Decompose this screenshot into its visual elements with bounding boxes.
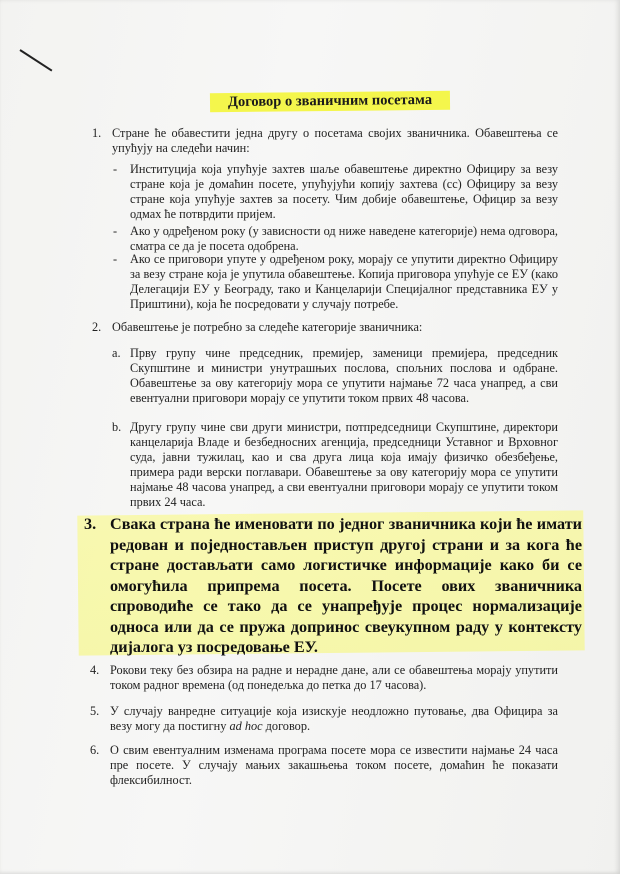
section-text: Стране ће обавестити једна другу о посетама својих званичника. Обавештења се упућују на следећи начин:	[112, 126, 558, 155]
item-label: a.	[112, 346, 121, 360]
section-number: 3.	[84, 515, 97, 533]
section-text-part: У случају ванредне ситуације која изискује неодложно путовање, два Официра за везу могу да постигну	[110, 704, 558, 733]
bullet-dash: -	[113, 252, 118, 266]
section-number: 5.	[90, 704, 100, 718]
section-number: 1.	[92, 126, 102, 140]
section-text-italic: ad hoc	[229, 719, 263, 733]
bullet-dash: -	[113, 224, 118, 238]
section-text	[110, 704, 558, 734]
section-text: Рокови теку без обзира на радне и нерадне дане, али се обавештења морају упутити током радног времена (од понедељка до петка до 17 часова).	[110, 663, 558, 692]
item-text: Прву групу чине председник, премијер, заменици премијера, председник Скупштине и министри унутрашњих послова, спољних послова и одбране. Обавештење за ову категорију мора се упутити најмање 72 часа унапред, а сви евентуални приговори морају се упутити током првих 48 часова.	[130, 346, 558, 405]
bullet-text: Ако у одређеном року (у зависности од ниже наведене категорије) нема одговора, сматра се да је посета одобрена.	[130, 224, 558, 253]
section-number: 2.	[92, 320, 102, 334]
item-text: Другу групу чине сви други министри, потпредседници Скупштине, директори канцеларија Владе и безбедносних агенција, председници Уставног и Врховног суда, јавни тужилац, као и сва друга лица која имају физичко обезбеђење, примера ради верски поглавари. Обавештење за ову категорију мора се упутити најмање 48 часова унапред, а сви евентуални приговори морају се упутити током првих 24 часа.	[130, 420, 558, 509]
section-text: Обавештење је потребно за следеће категорије званичника:	[112, 320, 423, 334]
item-label: b.	[112, 420, 122, 434]
section-text: Свака страна ће именовати по једног званичника који ће имати редован и поједностављен приступ другој страни и за кога ће стране достављати само логистичке информације како би се омогућила припрема посета. Посете ових званичника спроводиће се тако да се унапређује процес нормализације односа или да се пружа допринос свеукупном раду у контексту дијалога уз посредовање ЕУ.	[110, 515, 582, 656]
section-number: 6.	[90, 743, 100, 757]
bullet-text: Институција која упућује захтев шаље обавештење директно Официру за везу стране која је домаћин посете, упућујући копију захтева (cc) Официру за везу стране која упућује захтев за посету. Чим добије обавештење, Официр за везу одмах ће потврдити пријем.	[130, 162, 558, 221]
section-number: 4.	[90, 663, 100, 677]
document-title: Договор о званичним посетама	[210, 91, 450, 113]
section-text: О свим евентуалним изменама програма посете мора се известити најмање 24 часа пре посете. У случају мањих закашњења током посете, домаћин ће показати флексибилност.	[110, 743, 558, 787]
section-text-part: договор.	[262, 719, 311, 733]
bullet-text: Ако се приговори упуте у одређеном року, морају се упутити директно Официру за везу стране која је упутила обавештење. Копија приговора упућује се ЕУ (како Делегацији ЕУ у Београду, тако и Канцеларији Специјалног представника ЕУ у Приштини), која ће посредовати у случају потребе.	[130, 252, 558, 311]
bullet-dash: -	[113, 162, 118, 176]
staple-mark	[19, 49, 52, 71]
